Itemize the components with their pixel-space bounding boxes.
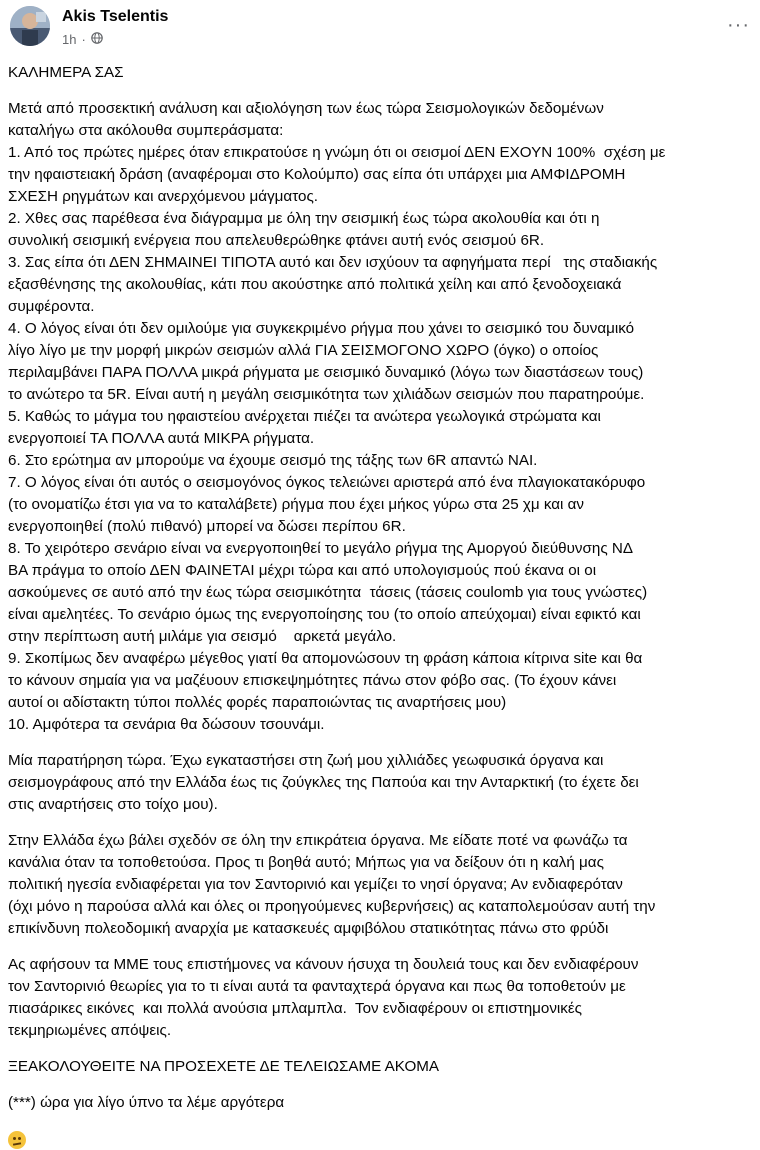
text-line: πιασάρικες εικόνες και πολλά ανούσια μπλαμπλα. Τον ενδιαφέρουν οι επιστημονικές: [8, 1000, 582, 1017]
text-line: (όχι μόνο η παρούσα αλλά και όλες οι προηγούμενες κυβερνήσεις) ας καταπολεμούσαν αυτή την: [8, 898, 656, 915]
text-line: την ηφαιστειακή δράση (αναφέρομαι στο Κολούμπο) σας είπα ότι υπάρχει μια ΑΜΦΙΔΡΟΜΗ: [8, 166, 626, 183]
text-line: 6. Στο ερώτημα αν μπορούμε να έχουμε σεισμό της τάξης των 6R απαντώ ΝΑΙ.: [8, 452, 538, 469]
text-line: (***) ώρα για λίγο ύπνο τα λέμε αργότερα: [8, 1094, 285, 1111]
text-line: συμφέροντα.: [8, 298, 95, 315]
text-line: κανάλια όταν τα τοποθετούσα. Προς τι βοηθά αυτό; Μήπως για να δείξουν ότι η καλή μας: [8, 854, 604, 871]
text-line: καταλήγω στα ακόλουθα συμπεράσματα:: [8, 122, 284, 139]
text-line: 9. Σκοπίμως δεν αναφέρω μέγεθος γιατί θα απομονώσουν τη φράση κάποια κίτρινα site και θα: [8, 650, 643, 667]
text-line: αυτοί οι αδίστακτη τύποι πολλές φορές παραποιώντας τις αναρτήσεις μου): [8, 694, 507, 711]
globe-icon: [91, 32, 103, 47]
post-paragraph: [8, 830, 750, 940]
text-line: 7. Ο λόγος είναι ότι αυτός ο σεισμογόνος όγκος τελειώνει αριστερά από ένα πλαγιοκατακόρυφο: [8, 474, 646, 491]
text-line: Μία παρατήρηση τώρα. Έχω εγκαταστήσει στη ζωή μου χιλλιάδες γεωφυσικά όργανα και: [8, 752, 604, 769]
text-line: το κάνουν σημαία για να μαζέυουν επισκεψημότητες πάνω στον φόβο σας. (Το έχουν κάνει: [8, 672, 617, 689]
post-paragraph: [8, 62, 750, 84]
meta-separator: ·: [81, 32, 86, 47]
text-line: λίγο λίγο με την μορφή μικρών σεισμών αλλά ΓΙΑ ΣΕΙΣΜΟΓΟΝΟ ΧΩΡΟ (όγκο) ο οποίος: [8, 342, 599, 359]
text-line: 5. Καθώς το μάγμα του ηφαιστείου ανέρχεται πιέζει τα ανώτερα γεωλογικά στρώματα και: [8, 408, 601, 425]
text-line: στην περίπτωση αυτή μιλάμε για σεισμό αρκετά μεγάλο.: [8, 628, 397, 645]
confused-face-icon: [8, 1131, 26, 1149]
text-line: 10. Αμφότερα τα σενάρια θα δώσουν τσουνάμι.: [8, 716, 325, 733]
post-header: [10, 6, 750, 50]
post-text: [8, 62, 750, 1150]
post-meta: [62, 32, 103, 47]
post-paragraph: [8, 98, 750, 736]
text-line: ΞΕΑΚΟΛΟΥΘΕΙΤΕ ΝΑ ΠΡΟΣΕΧΕΤΕ ΔΕ ΤΕΛΕΙΩΣΑΜΕ ΑΚΟΜΑ: [8, 1058, 440, 1075]
text-line: Μετά από προσεκτική ανάλυση και αξιολόγηση των έως τώρα Σεισμολογικών δεδομένων: [8, 100, 604, 117]
text-line: το ανώτερο τα 5R. Είναι αυτή η μεγάλη σεισμικότητα των χιλιάδων σεισμών που παρατηρούμε.: [8, 386, 645, 403]
post-paragraph: [8, 954, 750, 1042]
text-line: 1. Από τος πρώτες ημέρες όταν επικρατούσε η γνώμη ότι οι σεισμοί ΔΕΝ ΕΧΟΥΝ 100% σχέση με: [8, 144, 666, 161]
text-line: πολιτική ηγεσία ενδιαφέρεται για τον Σαντορινιό και γεμίζει το νησί όργανα; Αν ενδιαφερόταν: [8, 876, 623, 893]
more-options-icon[interactable]: ···: [727, 14, 750, 36]
text-line: ΚΑΛΗΜΕΡΑ ΣΑΣ: [8, 64, 124, 81]
text-line: τον Σαντορινιό θεωρίες για το τι είναι αυτά τα φανταχτερά όργανα και πως θα τοποθετούν με: [8, 978, 626, 995]
text-line: στις αναρτήσεις στο τοίχο μου).: [8, 796, 218, 813]
text-line: περιλαμβάνει ΠΑΡΑ ΠΟΛΛΑ μικρά ρήγματα με σεισμικό δυναμικό (λόγω των διαστάσεων τους): [8, 364, 644, 381]
text-line: 3. Σας είπα ότι ΔΕΝ ΣΗΜΑΙΝΕΙ ΤΙΠΟΤΑ αυτό και δεν ισχύουν τα αφηγήματα περί της σταδιακής: [8, 254, 658, 271]
text-line: ενεργοποιηθεί (πολύ πιθανό) μπορεί να δώσει περίπου 6R.: [8, 518, 406, 535]
text-line: επικίνδυνη πολεοδομική αναρχία με κατασκευές αμφιβόλου στατικότητας πάνω στο φρύδι: [8, 920, 609, 937]
post-paragraph: [8, 750, 750, 816]
text-line: ενεργοποιεί ΤΑ ΠΟΛΛΑ αυτά ΜΙΚΡΑ ρήγματα.: [8, 430, 315, 447]
post-time[interactable]: 1h: [62, 32, 77, 47]
text-line: 8. Το χειρότερο σενάριο είναι να ενεργοποιηθεί το μεγάλο ρήγμα της Αμοργού διεύθυνσης ΝΔ: [8, 540, 633, 557]
post-paragraph: [8, 1056, 750, 1078]
text-line: είναι αμελητέες. Το σενάριο όμως της ενεργοποίησης του (το οποίο απεύχομαι) είναι εφικτό και: [8, 606, 641, 623]
text-line: 4. Ο λόγος είναι ότι δεν ομιλούμε για συγκεκριμένο ρήγμα που χάνει το σεισμικό του δυναμικό: [8, 320, 635, 337]
text-line: (το ονοματίζω έτσι για να το καταλάβετε) ρήγμα που έχει μήκος γύρω στα 25 χμ και αν: [8, 496, 584, 513]
author-name[interactable]: Akis Tselentis: [62, 8, 169, 25]
text-line: συνολική σεισμική ενέργεια που απελευθερώθηκε φτάνει αυτή ενός σεισμού 6R.: [8, 232, 545, 249]
text-line: ΣΧΕΣΗ ρηγμάτων και ανερχόμενου μάγματος.: [8, 188, 318, 205]
text-line: Στην Ελλάδα έχω βάλει σχεδόν σε όλη την επικράτεια όργανα. Με είδατε ποτέ να φωνάζω τα: [8, 832, 628, 849]
text-line: σεισμογράφους από την Ελλάδα έως τις ζούγκλες της Παπούα και την Ανταρκτική (το έχετε δει: [8, 774, 639, 791]
text-line: Ας αφήσουν τα ΜΜΕ τους επιστήμονες να κάνουν ήσυχα τη δουλειά τους και δεν ενδιαφέρουν: [8, 956, 639, 973]
avatar[interactable]: [10, 6, 50, 46]
avatar-photo: [10, 6, 50, 46]
text-line: εξασθένησης της ακολουθίας, κάτι που ακούστηκε από πολιτικά χείλη και από ξενοδοχειακά: [8, 276, 622, 293]
text-line: ασκούμενες σε αυτό από την έως τώρα σεισμικότητα τάσεις (τάσεις coulomb για τους γνώστες): [8, 584, 648, 601]
text-line: 2. Χθες σας παρέθεσα ένα διάγραμμα με όλη την σεισμική έως τώρα ακολουθία και ότι η: [8, 210, 600, 227]
text-line: τεκμηριωμένες απόψεις.: [8, 1022, 172, 1039]
text-line: ΒΑ πράγμα το οποίο ΔΕΝ ΦΑΙΝΕΤΑΙ μέχρι τώρα και από υπολογισμούς πού έκανα οι οι: [8, 562, 597, 579]
post-paragraph: [8, 1092, 750, 1114]
